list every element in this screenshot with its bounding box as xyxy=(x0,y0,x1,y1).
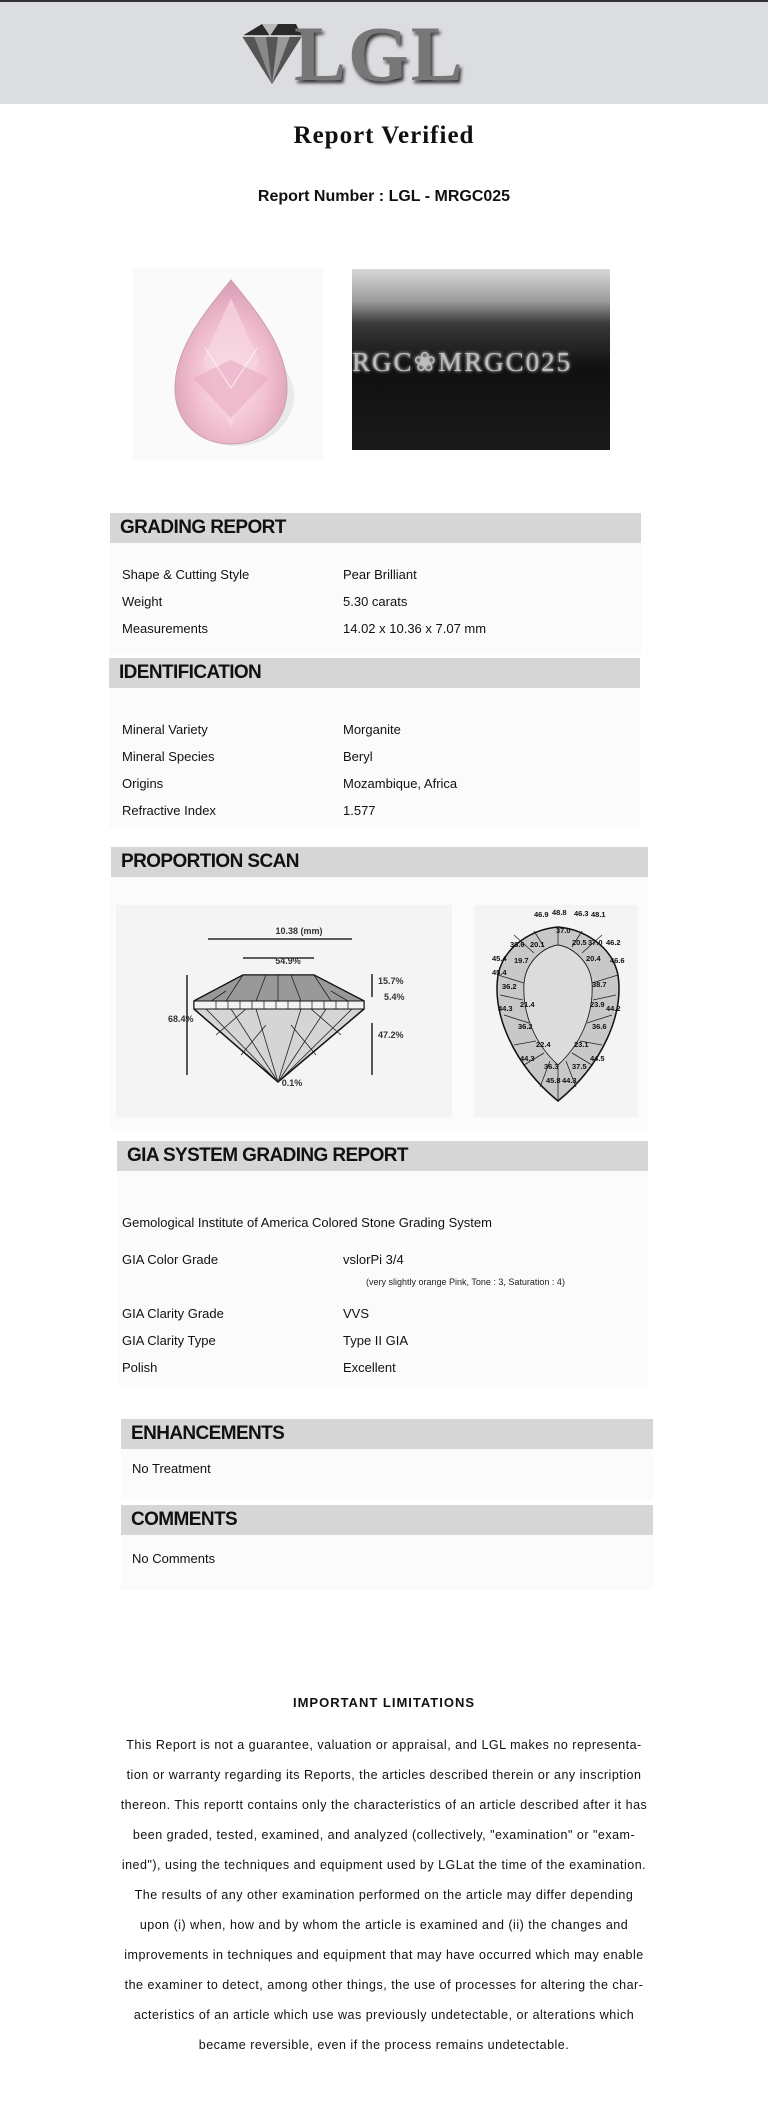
limitations-line: This Report is not a guarantee, valuation or appraisal, and LGL makes no representa- xyxy=(126,1738,642,1752)
facet-label: 21.4 xyxy=(520,1000,535,1009)
table-label: 54.9% xyxy=(275,956,301,966)
row-value: Type II GIA xyxy=(343,1333,409,1348)
facet-label: 20.4 xyxy=(586,954,601,963)
facet-label: 44.5 xyxy=(590,1054,605,1063)
row-value: 14.02 x 10.36 x 7.07 mm xyxy=(343,621,487,636)
facet-label: 44.3 xyxy=(562,1076,577,1085)
facet-label: 48.1 xyxy=(591,910,606,919)
facet-label: 36.6 xyxy=(592,1022,607,1031)
row-value: 1.577 xyxy=(343,803,376,818)
header-banner xyxy=(0,0,768,104)
pavilion-label: 47.2% xyxy=(378,1030,404,1040)
limitations-line: been graded, tested, examined, and analyzed (collectively, "examination" or "exam- xyxy=(132,1828,636,1842)
color-grade-note: (very slightly orange Pink, Tone : 3, Saturation : 4) xyxy=(366,1277,565,1287)
facet-label: 46.3 xyxy=(574,909,589,918)
inscription-text: RGC❀MRGC025 xyxy=(352,347,573,377)
comments-text: No Comments xyxy=(132,1551,216,1566)
facet-label: 23.9 xyxy=(590,1000,605,1009)
gemstone-photo xyxy=(133,268,323,460)
row-value: Beryl xyxy=(343,749,373,764)
row-value: Mozambique, Africa xyxy=(343,776,458,791)
facet-label: 36.2 xyxy=(502,982,517,991)
facet-label: 23.1 xyxy=(574,1040,589,1049)
identification-body xyxy=(109,688,640,828)
proportion-scan-heading: PROPORTION SCAN xyxy=(111,847,648,877)
comments-heading: COMMENTS xyxy=(121,1505,653,1535)
logo-text: LGL xyxy=(294,10,465,97)
limitations-line: became reversible, even if the process remains undetectable. xyxy=(198,2038,570,2052)
row-label: Origins xyxy=(122,776,164,791)
limitations-line: acteristics of an article which use was previously undetectable, or alterations which xyxy=(133,2008,635,2022)
facet-label: 37.0 xyxy=(588,938,603,947)
row-label: GIA Color Grade xyxy=(122,1252,219,1267)
limitations-line: ined"), using the techniques and equipment used by LGLat the time of the examination. xyxy=(121,1858,647,1872)
girdle-label: 5.4% xyxy=(384,992,405,1002)
facet-label: 44.3 xyxy=(520,1054,535,1063)
limitations-line: tion or warranty regarding its Reports, the articles described therein or any inscription xyxy=(126,1768,642,1782)
limitations-line: improvements in techniques and equipment that may have occurred which may enable xyxy=(124,1948,644,1962)
laser-inscription-photo xyxy=(352,269,610,450)
facet-label: 48.8 xyxy=(552,908,567,917)
facet-label: 20.5 xyxy=(572,938,587,947)
row-value: VVS xyxy=(343,1306,370,1321)
identification-heading: IDENTIFICATION xyxy=(109,658,640,688)
row-value: vslorPi 3/4 xyxy=(343,1252,404,1267)
row-value: Pear Brilliant xyxy=(343,567,417,582)
enhancements-heading: ENHANCEMENTS xyxy=(121,1419,653,1449)
row-value: Excellent xyxy=(343,1360,396,1375)
grading-report-body xyxy=(110,543,641,655)
facet-label: 38.7 xyxy=(592,980,607,989)
facet-label: 46.6 xyxy=(610,956,625,965)
limitations-heading: IMPORTANT LIMITATIONS xyxy=(292,1695,476,1710)
facet-label: 22.4 xyxy=(536,1040,551,1049)
row-label: GIA Clarity Type xyxy=(122,1333,216,1348)
gia-report-heading: GIA SYSTEM GRADING REPORT xyxy=(117,1141,648,1171)
facet-label: 45.4 xyxy=(492,968,507,977)
enhancements-body xyxy=(121,1449,653,1499)
culet-label: 0.1% xyxy=(281,1078,303,1088)
limitations-line: thereon. This reportt contains only the characteristics of an article described after it has xyxy=(120,1798,648,1812)
facet-label: 44.3 xyxy=(498,1004,513,1013)
row-value: 5.30 carats xyxy=(343,594,408,609)
row-label: Refractive Index xyxy=(122,803,216,818)
facet-label: 46.2 xyxy=(606,938,621,947)
top-view-diagram xyxy=(474,905,638,1117)
grading-report-heading: GRADING REPORT xyxy=(110,513,641,543)
comments-body xyxy=(121,1535,653,1590)
facet-label: 20.1 xyxy=(530,940,545,949)
facet-label: 37.5 xyxy=(572,1062,587,1071)
row-label: Weight xyxy=(122,594,163,609)
limitations-line: The results of any other examination performed on the article may differ depending xyxy=(134,1888,634,1902)
gia-report-body xyxy=(117,1171,648,1385)
row-label: GIA Clarity Grade xyxy=(122,1306,224,1321)
facet-label: 37.0 xyxy=(556,926,571,935)
facet-label: 36.6 xyxy=(510,940,525,949)
row-label: Measurements xyxy=(122,621,208,636)
depth-label: 68.4% xyxy=(168,1014,194,1024)
row-label: Shape & Cutting Style xyxy=(122,567,250,582)
width-label: 10.38 (mm) xyxy=(275,926,323,936)
limitations-line: upon (i) when, how and by whom the article is examined and (ii) the changes and xyxy=(139,1918,629,1932)
report-number: Report Number : LGL - MRGC025 xyxy=(257,188,511,205)
facet-label: 44.2 xyxy=(606,1004,621,1013)
gia-system-name: Gemological Institute of America Colored Stone Grading System xyxy=(122,1215,492,1230)
row-value: Morganite xyxy=(343,722,401,737)
facet-label: 45.8 xyxy=(546,1076,561,1085)
enhancements-text: No Treatment xyxy=(132,1461,211,1476)
row-label: Mineral Variety xyxy=(122,722,208,737)
limitations-line: the examiner to detect, among other things, the use of processes for altering the char- xyxy=(124,1978,644,1992)
row-label: Polish xyxy=(122,1360,158,1375)
row-label: Mineral Species xyxy=(122,749,215,764)
facet-label: 36.2 xyxy=(518,1022,533,1031)
facet-label: 36.3 xyxy=(544,1062,559,1071)
crown-label: 15.7% xyxy=(378,976,404,986)
facet-label: 46.9 xyxy=(534,910,549,919)
side-profile-diagram xyxy=(116,905,452,1117)
facet-label: 45.4 xyxy=(492,954,507,963)
facet-label: 19.7 xyxy=(514,956,529,965)
lgl-logo[interactable] xyxy=(234,10,494,97)
page-title: Report Verified xyxy=(293,122,475,149)
